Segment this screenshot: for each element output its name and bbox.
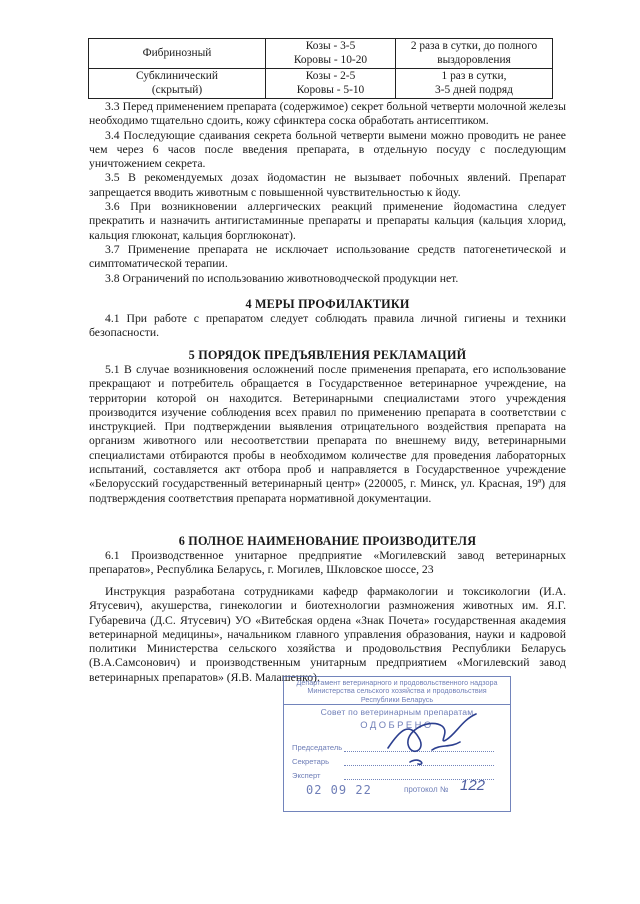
paragraph-3-8: 3.8 Ограничений по использованию животноводческой продукции нет. [105, 271, 459, 285]
paragraph-3-5: 3.5 В рекомендуемых дозах йодомастин не вызывает побочных явлений. Препарат запрещается вводить животным с повышенной чувствительностью к йоду. [89, 171, 566, 199]
section-4-paragraphs [89, 312, 566, 341]
paragraph-5-1: 5.1 В случае возникновения осложнений после применения препарата, его использование прекращают и потребитель обращается в Государственное ветеринарное учреждение, на территории которой он находится. Ветеринарными специалистами этого учреждения производится изучение соблюдения всех правил по применению препарата в соответствии с инструкцией. При подтверждении выявления отрицательного воздействия препарата на организм животного или несоответствии препарата по внешнему виду, ветеринарными специалистами отбираются пробы в необходимом количестве для проведения лабораторных испытаний, составляется акт отбора проб и направляется в Государственное учреждение «Белорусский государственный ветеринарный центр» (220005, г. Минск, ул. Красная, 19ª) для подтверждения соответствия препарата нормативной документации. [89, 363, 566, 505]
section-6-paragraphs [89, 549, 566, 578]
table-row [89, 39, 553, 69]
paragraph-6-1: 6.1 Производственное унитарное предприятие «Могилевский завод ветеринарных препаратов», Республика Беларусь, г. Могилев, Шкловское шоссе, 23 [89, 549, 566, 577]
stamp-approved: ОДОБРЕНО [360, 719, 434, 731]
section-4-heading: 4 МЕРЫ ПРОФИЛАКТИКИ [245, 297, 410, 311]
stamp-secretary-label: Секретарь [292, 757, 330, 766]
paragraph-3-6: 3.6 При возникновении аллергических реакций применение йодомастина следует прекратить и назначить антигистаминные препараты и препараты кальция (кальция хлорид, кальция глюконат, кальция борглюконат). [89, 200, 566, 242]
authors-paragraph [89, 585, 566, 685]
section-3-paragraphs [89, 100, 566, 286]
paragraph-3-3: 3.3 Перед применением препарата (содержимое) секрет больной четверти молочной железы необходимо тщательно сдоить, кожу сфинктера соска обработать антисептиком. [89, 100, 566, 128]
paragraph-4-1: 4.1 При работе с препаратом следует соблюдать правила личной гигиены и техники безопасности. [89, 312, 566, 340]
form-cell: Субклинический (скрытый) [89, 69, 266, 99]
stamp-expert-label: Эксперт [292, 771, 321, 780]
section-5-heading: 5 ПОРЯДОК ПРЕДЪЯВЛЕНИЯ РЕКЛАМАЦИЙ [188, 348, 467, 362]
stamp-date: 02 09 22 [306, 783, 372, 797]
dose-cell: Козы - 3-5 Коровы - 10-20 [266, 39, 396, 69]
paragraph-3-4: 3.4 Последующие сдаивания секрета больной четверти вымени можно проводить не ранее чем через 6 часов после введения препарата, в отдельную посуду с последующим уничтожением секрета. [89, 128, 566, 171]
stamp-organization: Департамент ветеринарного и продовольственного надзора Министерства сельского хозяйства и продовольствия Республики Беларусь [284, 677, 510, 705]
stamp-council: Совет по ветеринарным препаратам [320, 707, 474, 718]
paragraph-3-7: 3.7 Применение препарата не исключает использование средств патогенетической и симптоматической терапии. [89, 242, 566, 271]
frequency-cell: 1 раз в сутки, 3-5 дней подряд [396, 69, 553, 99]
form-cell: Фибринозный [89, 39, 266, 69]
dose-cell: Козы - 2-5 Коровы - 5-10 [266, 69, 396, 99]
section-5-paragraphs [89, 363, 566, 506]
signature-icon [380, 700, 490, 770]
table-row [89, 69, 553, 99]
section-6-heading: 6 ПОЛНОЕ НАИМЕНОВАНИЕ ПРОИЗВОДИТЕЛЯ [178, 534, 477, 548]
dosage-table [88, 38, 553, 99]
stamp-protocol-label: протокол № [404, 785, 449, 794]
authors-text: Инструкция разработана сотрудниками кафедр фармакологии и токсикологии (И.А. Ятусевич), акушерства, гинекологии и биотехнологии размножения животных им. Я.Г. Губаревича (Д.С. Ятусевич) УО «Витебская ордена «Знак Почета» государственная академия ветеринарной медицины», начальником главного управления образования, науки и кадровой политики Министерства сельского хозяйства и продовольствия Республики Беларусь (В.А.Самсонович) и производственным унитарным предприятием «Могилевский завод ветеринарных препаратов» (Я.В. Малашенко). [89, 585, 566, 684]
stamp-protocol-number: 122 [460, 777, 486, 794]
frequency-cell: 2 раза в сутки, до полного выздоровления [396, 39, 553, 69]
stamp-chair-label: Председатель [292, 743, 343, 752]
